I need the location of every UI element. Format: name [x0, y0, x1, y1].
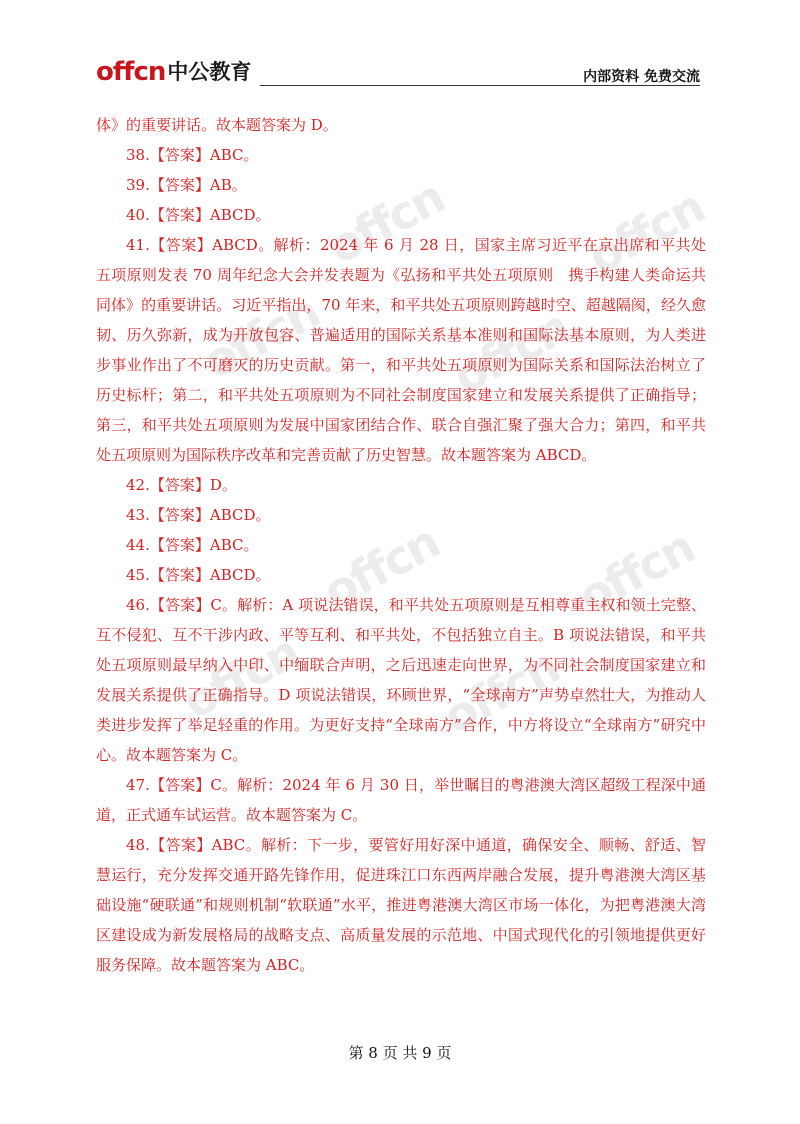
answer-paragraph: 46.【答案】C。解析：A 项说法错误，和平共处五项原则是互相尊重主权和领土完整、互不侵犯、互不干涉内政、平等互利、和平共处，不包括独立自主。B 项说法错误，和平共处五项原则最早纳入中印、中缅联合声明，之后迅速走向世界，为不同社会制度国家建立和发展关系提供了正确指导。D 项说法错误，环顾世界，“全球南方”声势卓然壮大，为推动人类进步发挥了举足轻重的作用。为更好支持“全球南方”合作，中方将设立“全球南方”研究中心。故本题答案为 C。 [96, 596, 706, 764]
watermark: offcn [579, 179, 713, 285]
logo-cn-text: 中公教育 [167, 60, 252, 84]
answer-paragraph: 45.【答案】ABCD。 [126, 566, 271, 584]
watermark: offcn [314, 514, 448, 620]
answer-paragraph: 40.【答案】ABCD。 [126, 206, 271, 224]
page-header [96, 56, 700, 86]
offcn-logo [96, 58, 251, 86]
logo-en-text: offcn [96, 57, 166, 87]
header-right-text: 内部资料 免费交流 [583, 69, 700, 85]
watermark: offcn [174, 624, 308, 730]
answer-paragraph: 47.【答案】C。解析：2024 年 6 月 30 日，举世瞩目的粤港澳大湾区超级工程深中通道，正式通车试运营。故本题答案为 C。 [96, 776, 706, 824]
answer-paragraph: 48.【答案】ABC。解析：下一步，要管好用好深中通道，确保安全、顺畅、舒适、智慧运行，充分发挥交通开路先锋作用，促进珠江口东西两岸融合发展，提升粤港澳大湾区基础设施“硬联通”和规则机制“软联通”水平，推进粤港澳大湾区市场一体化，为把粤港澳大湾区建设成为新发展格局的战略支点、高质量发展的示范地、中国式现代化的引领地提供更好服务保障。故本题答案为 ABC。 [96, 836, 706, 974]
answer-paragraph: 41.【答案】ABCD。解析：2024 年 6 月 28 日，国家主席习近平在京出席和平共处五项原则发表 70 周年纪念大会并发表题为《弘扬和平共处五项原则 携手构建人类命运共同体》的重要讲话。习近平指出，70 年来，和平共处五项原则跨越时空、超越隔阂，经久愈韧、历久弥新，成为开放包容、普遍适用的国际关系基本准则和国际法基本原则，为人类进步事业作出了不可磨灭的历史贡献。第一，和平共处五项原则为国际关系和国际法治树立了历史标杆；第二，和平共处五项原则为不同社会制度国家建立和发展关系提供了正确指导；第三，和平共处五项原则为发展中国家团结合作、联合自强汇聚了强大合力；第四，和平共处五项原则为国际秩序改革和完善贡献了历史智慧。故本题答案为 ABCD。 [96, 236, 706, 464]
watermark: offcn [434, 639, 568, 745]
watermark: offcn [319, 169, 453, 275]
watermark: offcn [194, 284, 328, 390]
answer-paragraph: 43.【答案】ABCD。 [126, 506, 271, 524]
answer-paragraph: 体》的重要讲话。故本题答案为 D。 [96, 116, 338, 134]
page-footer: 第 8 页 共 9 页 [348, 1044, 452, 1062]
watermark: offcn [569, 519, 703, 625]
answer-content [96, 110, 706, 980]
answer-paragraph: 44.【答案】ABC。 [126, 536, 259, 554]
answer-paragraph: 38.【答案】ABC。 [126, 146, 259, 164]
answer-paragraph: 42.【答案】D。 [126, 476, 237, 494]
watermark: offcn [444, 299, 578, 405]
answer-paragraph: 39.【答案】AB。 [126, 176, 247, 194]
